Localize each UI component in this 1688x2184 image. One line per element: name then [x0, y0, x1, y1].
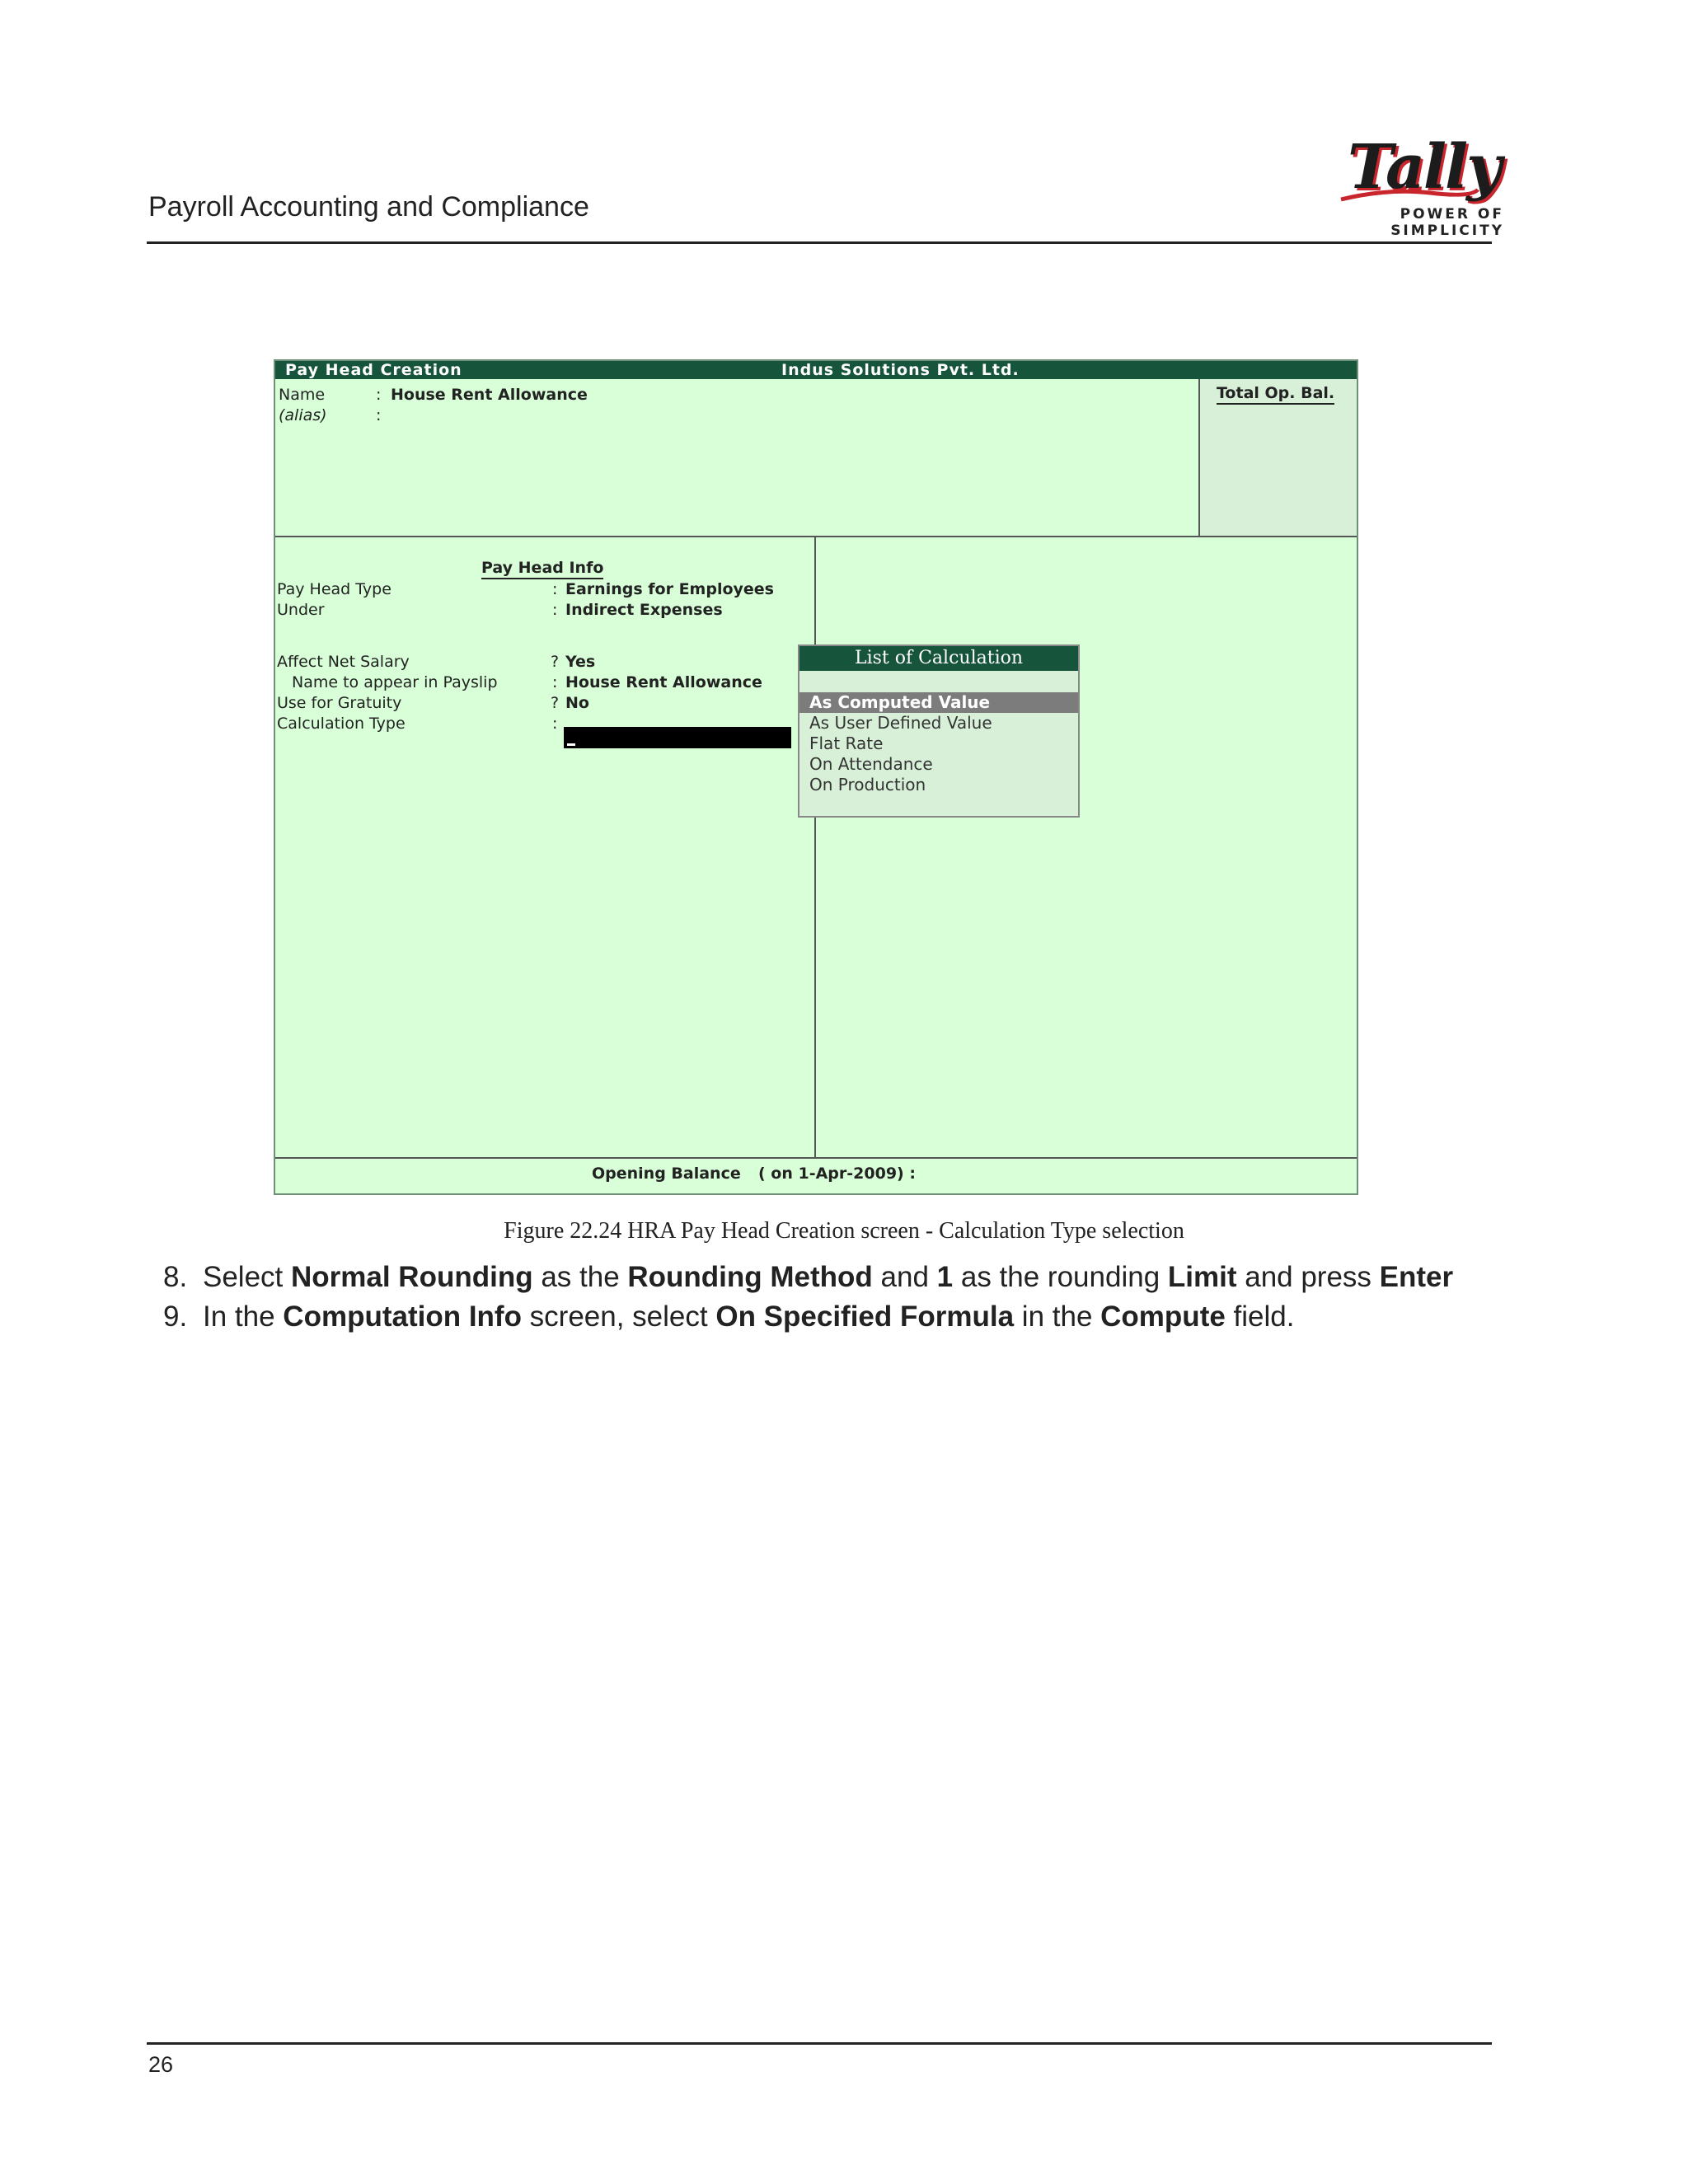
- footer-divider: [275, 1157, 1357, 1159]
- step-term: Computation Info: [283, 1301, 522, 1333]
- step-number: 8.: [163, 1261, 188, 1293]
- screen-title: Pay Head Creation: [285, 361, 462, 379]
- name-panel: [275, 379, 1198, 537]
- step-text: In the: [203, 1301, 284, 1333]
- list-item-on-production[interactable]: On Production: [809, 775, 926, 794]
- step-term: Compute: [1100, 1301, 1226, 1333]
- total-op-bal-label: Total Op. Bal.: [1217, 384, 1334, 405]
- popup-title: List of Calculation: [799, 646, 1078, 671]
- step-text: as the rounding: [953, 1261, 1168, 1293]
- step-term: 1: [936, 1261, 954, 1293]
- step-text: and: [872, 1261, 937, 1293]
- pay-head-type-sep: :: [552, 580, 558, 598]
- pay-head-type-field[interactable]: Earnings for Employees: [565, 580, 774, 598]
- opening-balance-label: Opening Balance: [592, 1165, 741, 1183]
- page-number: 26: [148, 2052, 174, 2077]
- affect-net-salary-sep: ?: [551, 653, 560, 671]
- step-text: Select: [203, 1261, 291, 1293]
- logo-tagline: POWER OF SIMPLICITY: [1390, 206, 1504, 239]
- under-label: Under: [277, 601, 325, 619]
- list-item-flat-rate[interactable]: Flat Rate: [809, 733, 884, 753]
- name-label: Name: [279, 386, 326, 404]
- step-9: [163, 1301, 1465, 1333]
- alias-colon: :: [376, 406, 382, 424]
- pay-head-type-label: Pay Head Type: [277, 580, 392, 598]
- under-field[interactable]: Indirect Expenses: [565, 601, 723, 619]
- calculation-type-field[interactable]: [564, 727, 791, 748]
- page-header-title: Payroll Accounting and Compliance: [148, 191, 589, 223]
- total-op-bal-panel: [1198, 379, 1357, 537]
- alias-label: (alias): [279, 406, 327, 424]
- use-for-gratuity-label: Use for Gratuity: [277, 694, 402, 712]
- use-for-gratuity-field[interactable]: No: [565, 694, 589, 712]
- list-of-calculation-popup: [798, 644, 1080, 818]
- pay-head-info-heading: Pay Head Info: [481, 559, 603, 579]
- step-term: Enter: [1379, 1261, 1454, 1293]
- under-sep: :: [552, 601, 558, 619]
- calculation-type-label: Calculation Type: [277, 715, 406, 733]
- footer-rule: [147, 2042, 1492, 2045]
- use-for-gratuity-sep: ?: [551, 694, 560, 712]
- affect-net-salary-label: Affect Net Salary: [277, 653, 410, 671]
- step-term: Limit: [1167, 1261, 1237, 1293]
- tally-logo: [1298, 132, 1504, 239]
- list-item-as-user-defined-value[interactable]: As User Defined Value: [809, 713, 992, 733]
- step-text: screen, select: [521, 1301, 716, 1333]
- name-field[interactable]: House Rent Allowance: [391, 386, 588, 404]
- step-term: Normal Rounding: [291, 1261, 533, 1293]
- step-text: field.: [1225, 1301, 1295, 1333]
- figure-caption: Figure 22.24 HRA Pay Head Creation screen - Calculation Type selection: [504, 1218, 1184, 1244]
- step-text: and press: [1236, 1261, 1380, 1293]
- panel-divider: [275, 536, 1357, 537]
- payslip-name-label: Name to appear in Payslip: [292, 673, 498, 691]
- step-8: [163, 1261, 1465, 1294]
- text-cursor: [567, 743, 575, 746]
- list-item-as-computed-value[interactable]: As Computed Value: [799, 692, 1078, 713]
- step-number: 9.: [163, 1301, 188, 1333]
- opening-balance-date: ( on 1-Apr-2009) :: [758, 1165, 916, 1183]
- step-term: On Specified Formula: [715, 1301, 1015, 1333]
- step-text: as the: [532, 1261, 628, 1293]
- list-item-on-attendance[interactable]: On Attendance: [809, 754, 933, 774]
- header-rule: [147, 241, 1492, 244]
- step-text: in the: [1014, 1301, 1101, 1333]
- calculation-type-sep: :: [552, 715, 558, 733]
- company-name: Indus Solutions Pvt. Ltd.: [781, 361, 1020, 379]
- instruction-steps: [163, 1261, 1465, 1340]
- payslip-name-sep: :: [552, 673, 558, 691]
- logo-wordmark: Tally: [1348, 132, 1501, 203]
- column-divider: [814, 537, 816, 1157]
- payslip-name-field[interactable]: House Rent Allowance: [565, 673, 762, 691]
- logo-swash-icon: [1339, 186, 1479, 204]
- screen-titlebar: [275, 361, 1357, 379]
- step-term: Rounding Method: [627, 1261, 873, 1293]
- affect-net-salary-field[interactable]: Yes: [565, 653, 596, 671]
- name-colon: :: [376, 386, 382, 404]
